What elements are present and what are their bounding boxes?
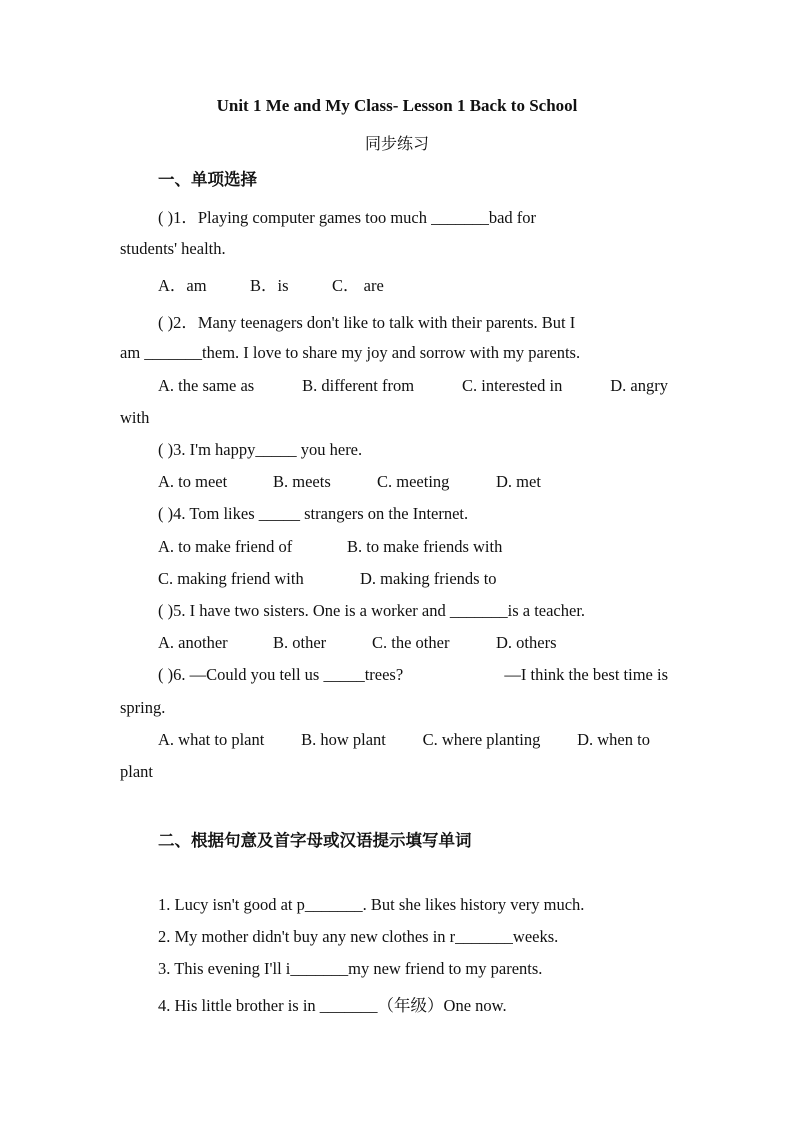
q2-option-c: C. interested in	[461, 376, 563, 395]
q6-option-b: B. how plant	[301, 730, 386, 749]
section-1-heading: 一、单项选择	[158, 170, 257, 189]
question-6-line-2: spring.	[120, 698, 166, 717]
question-3-line-1: ( )3. I'm happy_____ you here.	[158, 440, 363, 459]
question-5-options	[158, 633, 557, 653]
question-4-options-row-1	[158, 537, 502, 557]
q6-answer-text: —I think the best time is	[504, 665, 668, 684]
q4-option-d: D. making friends to	[360, 569, 497, 588]
fill-item-2: 2. My mother didn't buy any new clothes in r_______weeks.	[158, 927, 559, 946]
q6-question-text: ( )6. —Could you tell us _____trees?	[158, 665, 404, 684]
q1-option-c: C． are	[332, 276, 384, 295]
q2-option-d: D. angry	[610, 376, 668, 395]
fill-item-1: 1. Lucy isn't good at p_______. But she likes history very much.	[158, 895, 585, 914]
page-title: Unit 1 Me and My Class- Lesson 1 Back to School	[216, 96, 578, 115]
fill-item-3: 3. This evening I'll i_______my new friend to my parents.	[158, 959, 543, 978]
q4-option-b: B. to make friends with	[347, 537, 503, 556]
q3-option-d: D. met	[496, 472, 541, 491]
question-2-options-wrap: with	[120, 408, 150, 427]
q6-option-a: A. what to plant	[158, 730, 265, 749]
question-5-line-1: ( )5. I have two sisters. One is a worker and _______is a teacher.	[158, 601, 586, 620]
q1-option-b: B．is	[250, 276, 289, 295]
question-2-options	[158, 376, 668, 396]
question-2-line-2: am _______them. I love to share my joy and sorrow with my parents.	[120, 343, 581, 362]
fill-item-4: 4. His little brother is in _______（年级）One now.	[158, 996, 507, 1015]
question-1-line-2: students' health.	[120, 239, 226, 258]
q5-option-a: A. another	[158, 633, 228, 652]
q3-option-b: B. meets	[273, 472, 331, 491]
q6-option-d: D. when to	[577, 730, 650, 749]
question-2-line-1: ( )2．Many teenagers don't like to talk with their parents. But I	[158, 313, 576, 332]
q5-option-d: D. others	[496, 633, 557, 652]
q5-option-c: C. the other	[372, 633, 450, 652]
question-6-line-1	[158, 665, 668, 685]
q2-option-b: B. different from	[302, 376, 415, 395]
question-1-options	[158, 272, 384, 296]
q6-option-c: C. where planting	[422, 730, 541, 749]
page-subtitle: 同步练习	[364, 134, 429, 153]
question-4-line-1: ( )4. Tom likes _____ strangers on the Internet.	[158, 504, 469, 523]
q2-option-a: A. the same as	[158, 376, 255, 395]
q4-option-c: C. making friend with	[158, 569, 304, 588]
q4-option-a: A. to make friend of	[158, 537, 293, 556]
question-3-options	[158, 472, 541, 492]
q3-option-c: C. meeting	[377, 472, 450, 491]
question-6-options	[158, 730, 650, 750]
question-6-options-wrap: plant	[120, 762, 153, 781]
q3-option-a: A. to meet	[158, 472, 228, 491]
question-1-line-1: ( )1．Playing computer games too much _______bad for	[158, 208, 537, 227]
question-4-options-row-2	[158, 569, 497, 589]
section-2-heading: 二、根据句意及首字母或汉语提示填写单词	[158, 831, 472, 850]
q1-option-a: A．am	[158, 276, 207, 295]
q5-option-b: B. other	[273, 633, 327, 652]
